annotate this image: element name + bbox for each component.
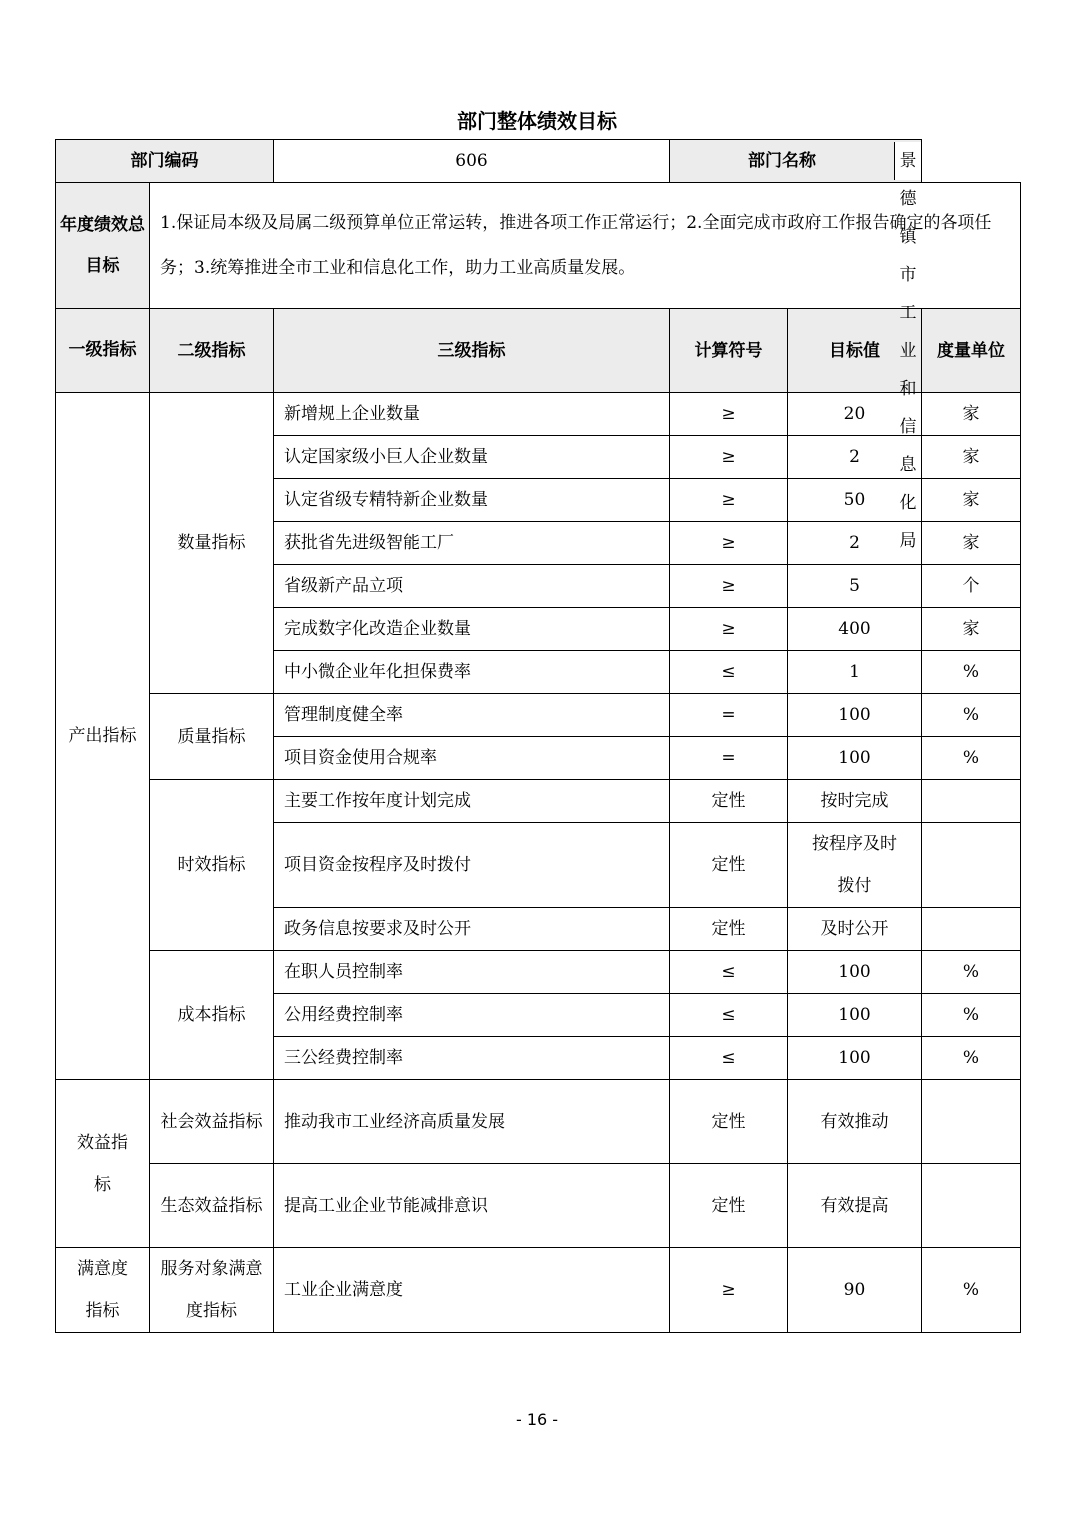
- indicator-unit: %: [922, 651, 1021, 694]
- indicator-name: 认定省级专精特新企业数量: [274, 479, 670, 522]
- header-l3: 三级指标: [274, 309, 670, 393]
- indicator-op: ≥: [670, 479, 788, 522]
- indicator-target: 20: [788, 393, 922, 436]
- header-row: [56, 309, 1021, 393]
- indicator-op: ≥: [670, 608, 788, 651]
- indicator-target: 100: [788, 994, 922, 1037]
- indicator-op: 定性: [670, 908, 788, 951]
- indicator-name: 推动我市工业经济高质量发展: [274, 1080, 670, 1164]
- indicator-unit: 家: [922, 479, 1021, 522]
- table-row: [56, 1080, 1021, 1164]
- indicator-op: ≤: [670, 1037, 788, 1080]
- indicator-unit: [922, 780, 1021, 823]
- table-row: [56, 951, 1021, 994]
- indicator-unit: %: [922, 1037, 1021, 1080]
- indicator-unit: [922, 1080, 1021, 1164]
- indicator-unit: %: [922, 1248, 1021, 1333]
- header-op: 计算符号: [670, 309, 788, 393]
- indicator-op: ≥: [670, 522, 788, 565]
- indicator-target: 50: [788, 479, 922, 522]
- header-l2: 二级指标: [150, 309, 274, 393]
- indicator-unit: 个: [922, 565, 1021, 608]
- subgroup-timeliness: 时效指标: [150, 780, 274, 951]
- dept-code-value: [274, 140, 670, 183]
- indicator-name: 项目资金使用合规率: [274, 737, 670, 780]
- subgroup-social: 社会效益指标: [150, 1080, 274, 1164]
- indicator-unit: %: [922, 951, 1021, 994]
- indicator-op: ≤: [670, 651, 788, 694]
- dept-name-value: 景德镇市工业和信息化局: [894, 142, 921, 180]
- indicator-name: 完成数字化改造企业数量: [274, 608, 670, 651]
- table-row: [56, 393, 1021, 436]
- indicator-name: 主要工作按年度计划完成: [274, 780, 670, 823]
- subgroup-service: 服务对象满意度指标: [150, 1248, 274, 1333]
- indicator-target: 有效提高: [788, 1164, 922, 1248]
- dept-info-row: [56, 140, 1021, 183]
- indicator-unit: %: [922, 994, 1021, 1037]
- indicator-name: 公用经费控制率: [274, 994, 670, 1037]
- performance-table: [55, 139, 1021, 1333]
- indicator-op: 定性: [670, 823, 788, 908]
- indicator-unit: 家: [922, 608, 1021, 651]
- indicator-unit: 家: [922, 436, 1021, 479]
- indicator-name: 工业企业满意度: [274, 1248, 670, 1333]
- goal-row: [56, 183, 1021, 309]
- indicator-name: 三公经费控制率: [274, 1037, 670, 1080]
- indicator-unit: 家: [922, 522, 1021, 565]
- indicator-target: 按时完成: [788, 780, 922, 823]
- indicator-unit: [922, 823, 1021, 908]
- page-number: - 16 -: [515, 1410, 559, 1429]
- indicator-unit: [922, 908, 1021, 951]
- indicator-op: ≥: [670, 436, 788, 479]
- indicator-unit: %: [922, 737, 1021, 780]
- indicator-unit: %: [922, 694, 1021, 737]
- indicator-unit: [922, 1164, 1021, 1248]
- indicator-target: 5: [788, 565, 922, 608]
- indicator-target: 100: [788, 951, 922, 994]
- indicator-op: 定性: [670, 1080, 788, 1164]
- table-row: [56, 694, 1021, 737]
- indicator-name: 提高工业企业节能减排意识: [274, 1164, 670, 1248]
- indicator-op: 定性: [670, 1164, 788, 1248]
- indicator-target: 1: [788, 651, 922, 694]
- indicator-target: 2: [788, 436, 922, 479]
- table-row: [56, 1248, 1021, 1333]
- indicator-op: ≥: [670, 393, 788, 436]
- dept-code-label: 部门编码: [56, 140, 274, 183]
- header-target: 目标值: [788, 309, 922, 393]
- indicator-target: 100: [788, 694, 922, 737]
- indicator-target: 按程序及时拨付: [788, 823, 922, 908]
- subgroup-quantity: 数量指标: [150, 393, 274, 694]
- subgroup-ecological: 生态效益指标: [150, 1164, 274, 1248]
- indicator-name: 管理制度健全率: [274, 694, 670, 737]
- indicator-op: =: [670, 737, 788, 780]
- indicator-target: 2: [788, 522, 922, 565]
- table-row: [56, 1164, 1021, 1248]
- indicator-name: 项目资金按程序及时拨付: [274, 823, 670, 908]
- subgroup-quality: 质量指标: [150, 694, 274, 780]
- indicator-target: 有效推动: [788, 1080, 922, 1164]
- indicator-op: ≥: [670, 1248, 788, 1333]
- group-output: 产出指标: [56, 393, 150, 1080]
- indicator-name: 新增规上企业数量: [274, 393, 670, 436]
- page-title: 部门整体绩效目标: [457, 109, 617, 133]
- indicator-target: 100: [788, 737, 922, 780]
- header-unit: 度量单位: [922, 309, 1021, 393]
- indicator-op: ≤: [670, 994, 788, 1037]
- indicator-op: 定性: [670, 780, 788, 823]
- dept-name-label-text: 部门名称: [748, 151, 816, 171]
- dept-code: 606: [455, 151, 488, 171]
- indicator-name: 认定国家级小巨人企业数量: [274, 436, 670, 479]
- indicator-name: 在职人员控制率: [274, 951, 670, 994]
- indicator-name: 中小微企业年化担保费率: [274, 651, 670, 694]
- table-row: [56, 780, 1021, 823]
- goal-label: 年度绩效总目标: [56, 183, 150, 309]
- indicator-op: ≤: [670, 951, 788, 994]
- header-l1: 一级指标: [56, 309, 150, 393]
- group-satisfaction: 满意度指标: [56, 1248, 150, 1333]
- indicator-target: 90: [788, 1248, 922, 1333]
- indicator-target: 400: [788, 608, 922, 651]
- indicator-op: =: [670, 694, 788, 737]
- indicator-op: ≥: [670, 565, 788, 608]
- indicator-unit: 家: [922, 393, 1021, 436]
- indicator-target: 100: [788, 1037, 922, 1080]
- indicator-name: 获批省先进级智能工厂: [274, 522, 670, 565]
- indicator-name: 省级新产品立项: [274, 565, 670, 608]
- goal-text: 1.保证局本级及局属二级预算单位正常运转，推进各项工作正常运行；2.全面完成市政府工作报告确定的各项任务；3.统筹推进全市工业和信息化工作，助力工业高质量发展。: [150, 183, 1021, 309]
- subgroup-cost: 成本指标: [150, 951, 274, 1080]
- group-benefit: 效益指标: [56, 1080, 150, 1248]
- indicator-target: 及时公开: [788, 908, 922, 951]
- indicator-name: 政务信息按要求及时公开: [274, 908, 670, 951]
